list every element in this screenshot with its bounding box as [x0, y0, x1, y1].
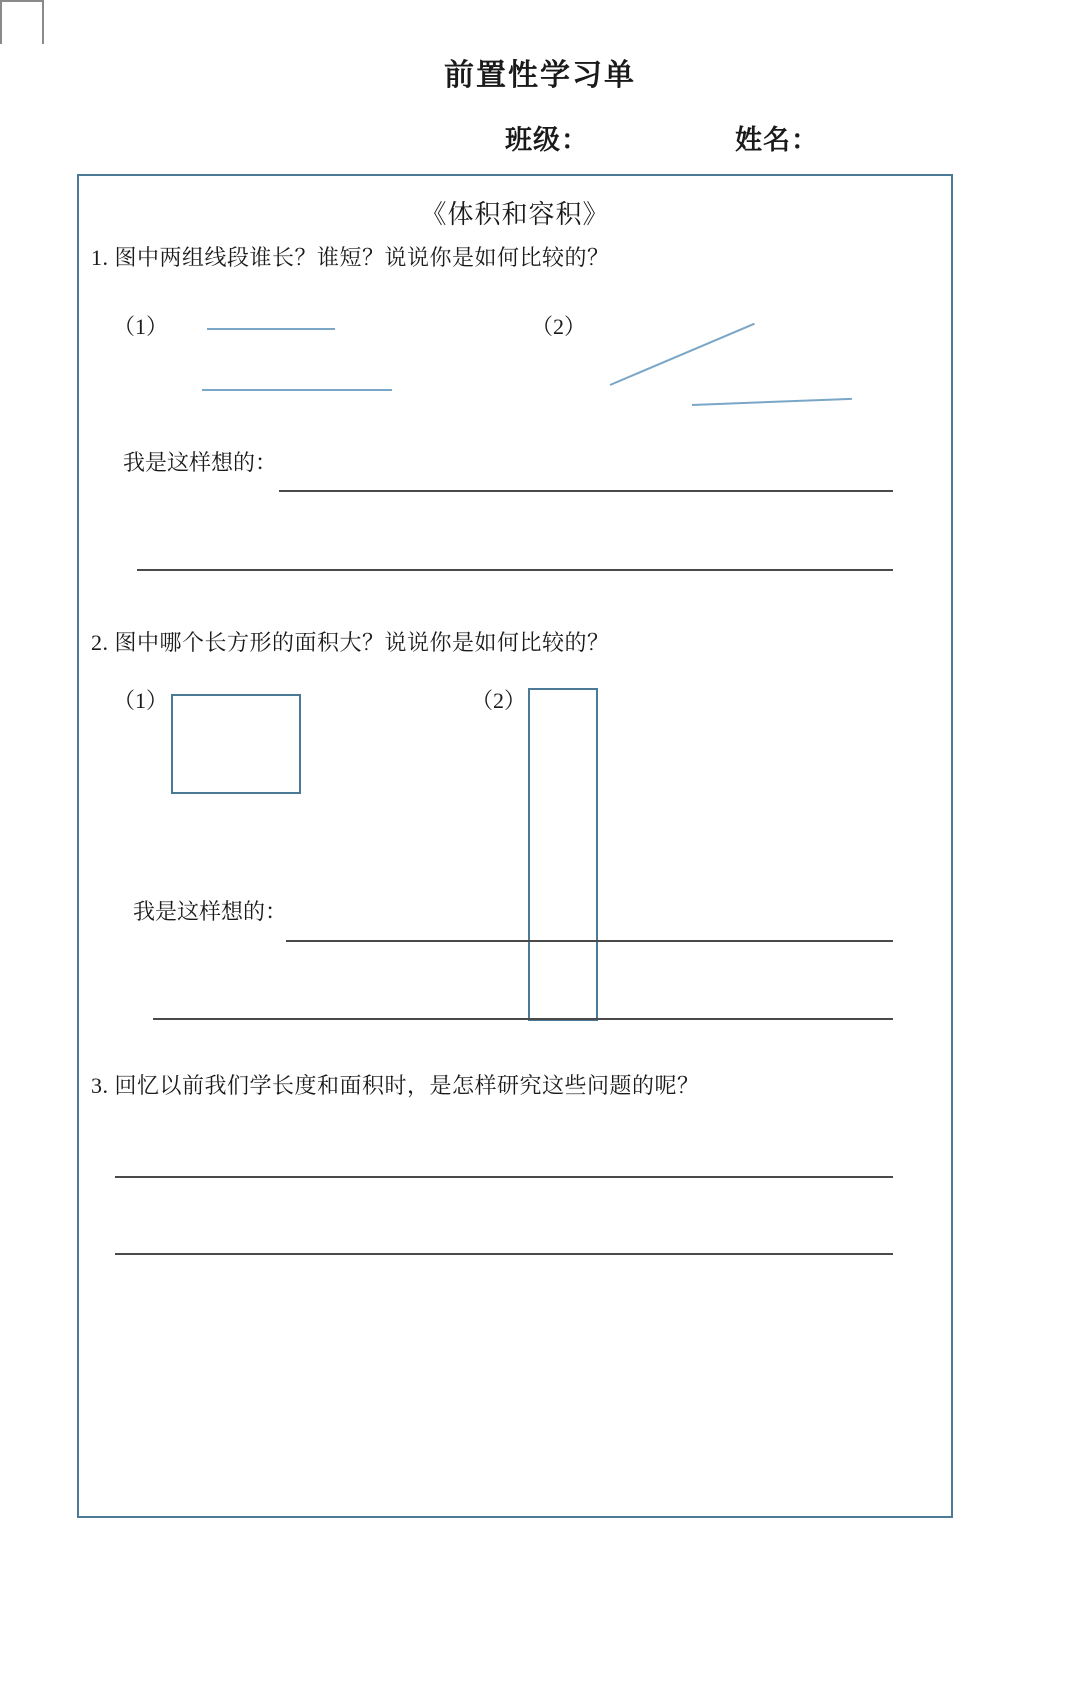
question-3-text: 3. 回忆以前我们学长度和面积时，是怎样研究这些问题的呢？ — [91, 1073, 700, 1098]
question-3-answer-rule-1 — [115, 1176, 893, 1178]
name-field-label: 姓名： — [735, 125, 819, 155]
question-1-answer-rule-2 — [137, 569, 893, 571]
student-meta-row — [0, 118, 1080, 156]
question-2-answer-rule-1 — [286, 940, 893, 942]
question-3-answer-rule-2 — [115, 1253, 893, 1255]
question-1-text: 1. 图中两组线段谁长？谁短？说说你是如何比较的？ — [91, 245, 610, 270]
line-segment-group1-upper — [207, 328, 335, 330]
class-field-label: 班级： — [505, 125, 589, 155]
question-1-sublabel-2: （2） — [531, 314, 587, 339]
crop-mark-top-right — [0, 0, 44, 44]
question-2-think-prompt: 我是这样想的： — [133, 899, 288, 924]
question-2-text: 2. 图中哪个长方形的面积大？说说你是如何比较的？ — [91, 630, 610, 655]
question-1-think-prompt: 我是这样想的： — [123, 450, 278, 475]
rectangle-figure-2 — [528, 688, 598, 1021]
question-2-sublabel-1: （1） — [113, 688, 169, 713]
page-title: 前置性学习单 — [444, 59, 636, 92]
line-segment-group2-diagonal — [610, 323, 755, 386]
question-1-sublabel-1: （1） — [113, 314, 169, 339]
worksheet-content-box — [77, 174, 953, 1518]
line-segment-group1-lower — [202, 389, 392, 391]
question-1-answer-rule-1 — [279, 490, 893, 492]
question-2-sublabel-2: （2） — [471, 688, 527, 713]
rectangle-figure-1 — [171, 694, 301, 794]
worksheet-heading: 《体积和容积》 — [420, 200, 610, 229]
question-2-answer-rule-2 — [153, 1018, 893, 1020]
line-segment-group2-lower — [692, 398, 852, 406]
